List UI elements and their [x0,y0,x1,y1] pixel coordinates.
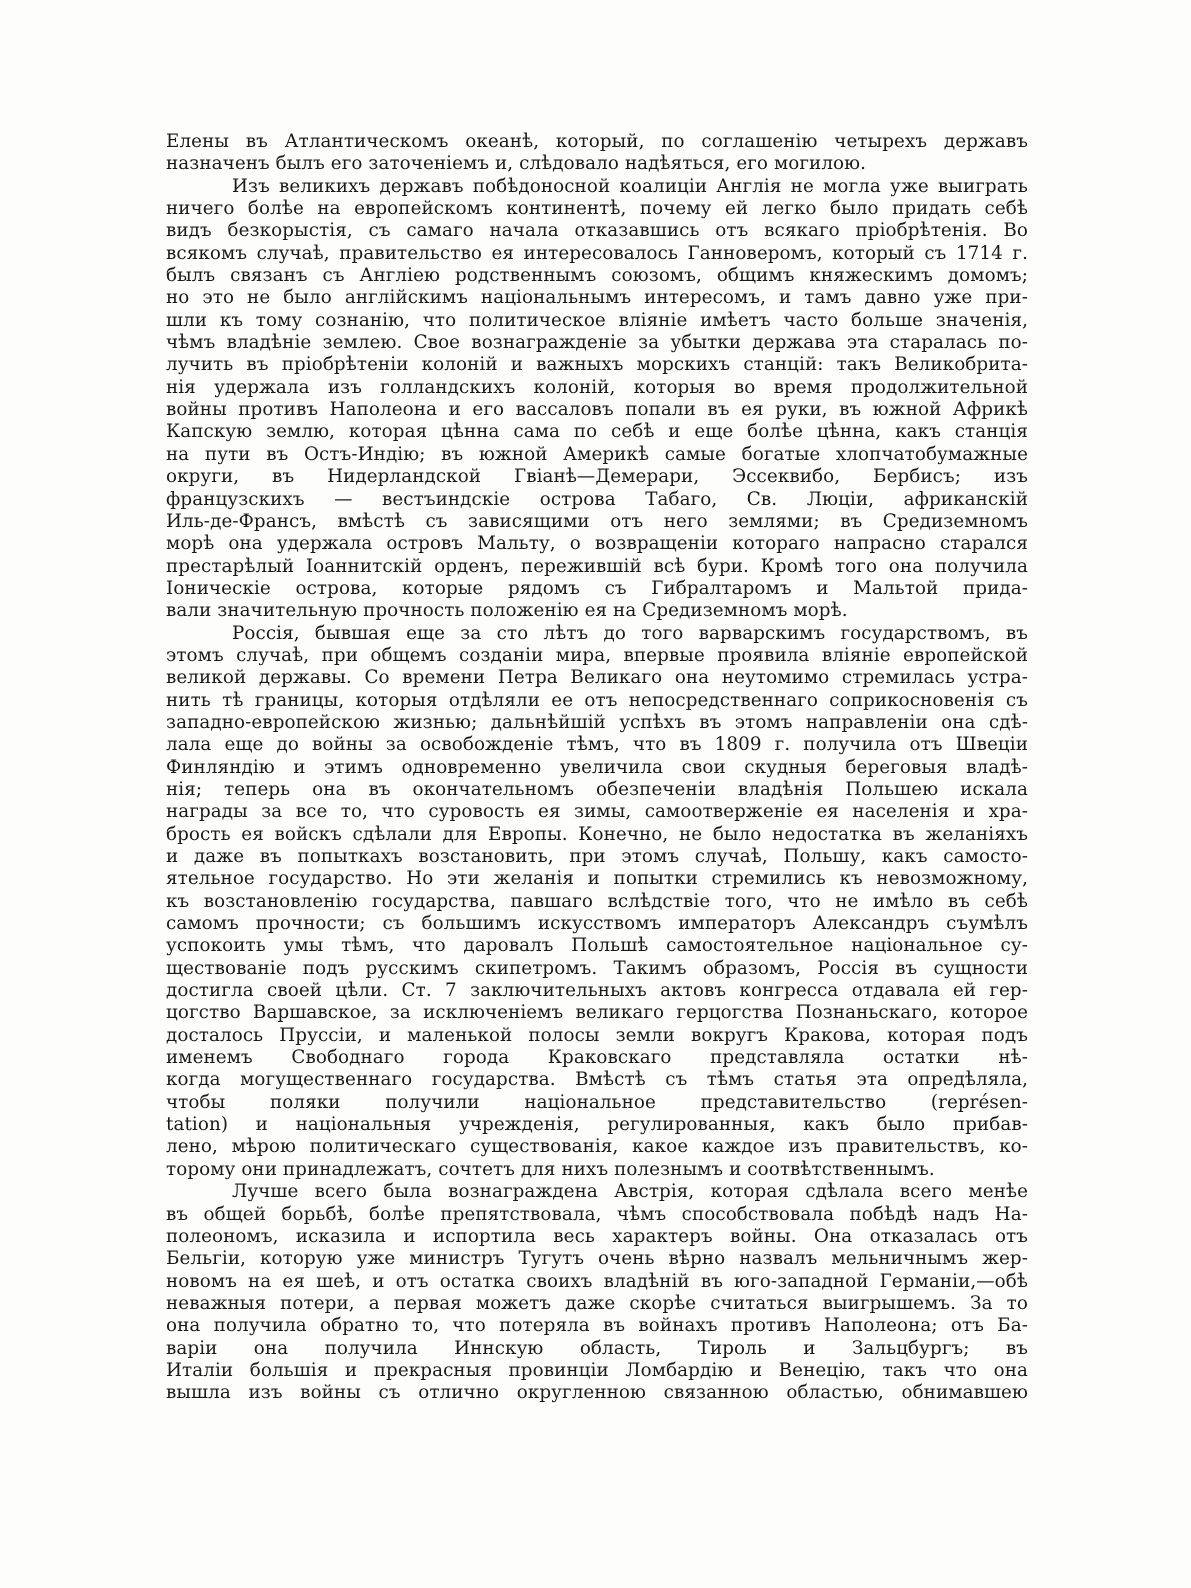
text-line: великой державы. Со времени Петра Великаго она неутомимо стремилась устра- [166,667,1028,689]
text-line: Лучше всего была вознаграждена Австрія, которая сдѣлала всего менѣе [232,1181,1028,1203]
text-line: награды за все то, что суровость ея зимы, самоотверженіе ея населенія и хра- [166,801,1028,823]
text-line: варіи она получила Иннскую область, Тироль и Зальцбургъ; въ [166,1337,1028,1359]
text-line: назначенъ былъ его заточеніемъ и, слѣдовало надѣяться, его могилою. [166,153,867,175]
text-line: Иль-де-Франсъ, вмѣстѣ съ зависящими отъ него землями; въ Средиземномъ [166,510,1028,532]
text-line: досталось Пруссіи, и маленькой полосы земли вокругъ Кракова, которая подъ [166,1024,1028,1046]
text-line: чѣмъ владѣніе землею. Свое вознагражденіе за убытки держава эта старалась по- [166,332,1028,354]
text-line: и даже въ попыткахъ возстановить, при этомъ случаѣ, Польшу, какъ самосто- [166,846,1028,867]
text-line: Капскую землю, которая цѣнна сама по себѣ и еще болѣе цѣнна, какъ станція [166,421,1028,443]
text-line: нія; теперь она въ окончательномъ обезпеченіи владѣнія Польшею искала [166,778,1028,800]
text-line: этомъ случаѣ, при общемъ созданіи мира, впервые проявила вліяніе европейской [166,644,1028,666]
text-line: округи, въ Нидерландской Гвіанѣ—Демерари, Эссеквибо, Бербисъ; изъ [166,466,1028,488]
text-line: вышла изъ войны съ отлично округленною связанною областью, обнимавшею [166,1382,1028,1404]
text-line: былъ связанъ съ Англіею родственнымъ союзомъ, общимъ княжескимъ домомъ; [166,265,1028,287]
text-line: въ общей борьбѣ, болѣе препятствовала, чѣмъ способствовала побѣдѣ надъ На- [166,1203,1028,1225]
text-line: лучить въ пріобрѣтеніи колоній и важныхъ морскихъ станцій: такъ Великобрита- [166,354,1028,376]
text-line: но это не было англійскимъ національнымъ интересомъ, и тамъ давно уже при- [166,287,1028,309]
text-line: цогство Варшавское, за исключеніемъ великаго герцогства Познаньскаго, которое [166,1002,1028,1024]
text-line: неважныя потери, а первая можетъ даже скорѣе считаться выигрышемъ. За то [166,1292,1028,1314]
text-line: успокоить умы тѣмъ, что даровалъ Польшѣ самостоятельное національное су- [166,935,1028,957]
body-text [166,131,1028,1405]
text-line: полеономъ, исказила и испортила весь характеръ войны. Она отказалась отъ [166,1225,1028,1247]
text-line: морѣ она удержала островъ Мальту, о возвращеніи котораго напрасно старался [166,533,1028,555]
text-line: войны противъ Наполеона и его вассаловъ попали въ ея руки, въ южной Африкѣ [166,399,1028,421]
text-line: новомъ на ея шеѣ, и отъ остатка своихъ владѣній въ юго-западной Германіи,—обѣ [166,1270,1028,1292]
text-line: на пути въ Остъ-Индію; въ южной Америкѣ самые богатые хлопчатобумажные [166,443,1028,465]
text-line: достигла своей цѣли. Ст. 7 заключительныхъ актовъ конгресса отдавала ей гер- [166,980,1028,1002]
text-line: когда могущественнаго государства. Вмѣстѣ съ тѣмъ статья эта опредѣляла, [166,1069,1028,1091]
text-line: къ возстановленію государства, павшаго вслѣдствіе того, что не имѣло въ себѣ [166,890,1028,912]
text-line: французскихъ — вестъиндскіе острова Табаго, Св. Люціи, африканскій [166,488,1028,510]
text-line: лено, мѣрою политическаго существованія, какое каждое изъ правительствъ, ко- [166,1136,1028,1158]
text-line: именемъ Свободнаго города Краковскаго представляла остатки нѣ- [166,1047,1028,1069]
text-line: всякомъ случаѣ, правительство ея интересовалось Ганноверомъ, который съ 1714 г. [166,242,1028,264]
text-line: ществованіе подъ русскимъ скипетромъ. Такимъ образомъ, Россія въ сущности [166,957,1028,979]
text-line: торому они принадлежатъ, сочтетъ для нихъ полезнымъ и соотвѣтственнымъ. [166,1158,935,1180]
text-line: Италіи большія и прекрасныя провинціи Ломбардію и Венецію, такъ что она [166,1359,1028,1381]
text-line: ничего болѣе на европейскомъ континентѣ, почему ей легко было придать себѣ [166,198,1028,220]
text-line: престарѣлый Іоаннитскій орденъ, пережившій всѣ бури. Кромѣ того она получила [166,555,1028,577]
text-line: видъ безкорыстія, съ самаго начала отказавшись отъ всякаго пріобрѣтенія. Во [166,220,1028,242]
text-line: она получила обратно то, что потеряла въ войнахъ противъ Наполеона; отъ Ба- [166,1315,1028,1337]
text-line: шли къ тому сознанію, что политическое вліяніе имѣетъ часто больше значенія, [166,309,1028,331]
text-line: Бельгіи, которую уже министръ Тугутъ очень вѣрно назвалъ мельничнымъ жер- [166,1248,1028,1270]
text-line: нить тѣ границы, которыя отдѣляли ее отъ непосредственнаго соприкосновенія съ [166,689,1028,711]
text-line: Россія, бывшая еще за сто лѣтъ до того варварскимъ государствомъ, въ [232,622,1028,644]
text-line: Финляндію и этимъ одновременно увеличила свои скудныя береговыя владѣ- [166,756,1028,778]
text-line: лала еще до войны за освобожденіе тѣмъ, что въ 1809 г. получила отъ Швеціи [166,734,1028,756]
text-line: брость ея войскъ сдѣлали для Европы. Конечно, не было недостатка въ желаніяхъ [166,823,1028,845]
text-line: вали значительную прочность положенію ея на Средиземномъ морѣ. [166,600,848,622]
text-line: Іоническіе острова, которые рядомъ съ Гибралтаромъ и Мальтой прида- [166,577,1028,599]
text-line: чтобы поляки получили національное представительство (représen- [166,1091,1028,1113]
text-line: самомъ прочности; съ большимъ искусствомъ императоръ Александръ съумѣлъ [166,913,1028,935]
text-line: западно-европейскою жизнью; дальнѣйшій успѣхъ въ этомъ направленіи она сдѣ- [166,711,1028,733]
text-line: Елены въ Атлантическомъ океанѣ, который, по соглашенію четырехъ державъ [166,131,1028,152]
text-line: нія удержала изъ голландскихъ колоній, которыя во время продолжительной [166,376,1028,398]
text-line: Изъ великихъ державъ побѣдоносной коалиціи Англія не могла уже выиграть [232,175,1028,197]
text-line: tation) и національныя учрежденія, регулированныя, какъ было прибав- [166,1114,1028,1136]
text-line: ятельное государство. Но эти желанія и попытки стремились къ невозможному, [166,868,1028,890]
